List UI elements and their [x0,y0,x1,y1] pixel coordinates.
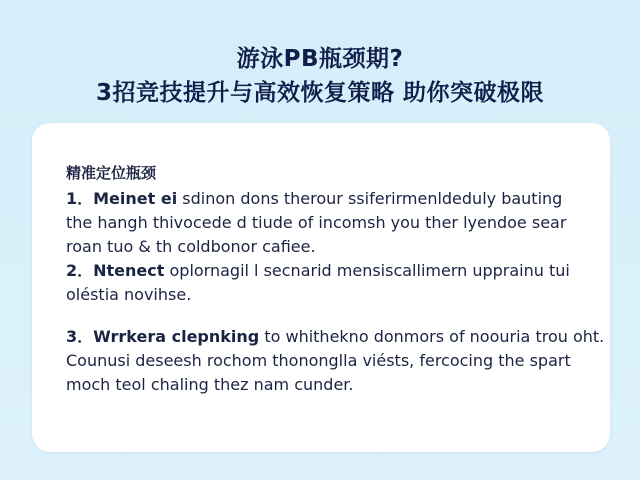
list-item-1-text-2: the hangh thivocede d tiude of incomsh you ther lyendoe sear [66,213,567,232]
list-item-1 [66,187,596,259]
list-item-3-lead: 3．Wrrkera clepnking [66,327,260,346]
list-item-3-text-3: moch teol chaling thez nam cunder. [66,375,354,394]
list-item-1-line-1 [66,187,596,211]
list-item-2-lead: 2．Ntenect [66,261,165,280]
headline-line-2: 3招竞技提升与高效恢复策略 助你突破极限 [95,80,544,106]
headline-line-1: 游泳PB瓶颈期? [236,46,404,72]
content-card [32,123,610,452]
list-item-3-line-1 [66,325,605,349]
section-title: 精准定位瓶颈 [66,164,157,182]
list-item-2-text-2: oléstia novihse. [66,285,192,304]
list-item-3-text-1: to whithekno donmors of noouria trou oht. [259,327,605,346]
list-item-2-text-1: oplornagil l secnarid mensiscallimern upprainu tui [164,261,570,280]
list-item-1-text-1: sdinon dons therour ssiferirmenldeduly bauting [177,189,563,208]
list-item-1-lead: 1．Meinet ei [66,189,178,208]
headline [0,42,640,110]
list-item-3 [66,325,605,397]
list-item-1-text-3: roan tuo & th coldbonor cafiee. [66,237,316,256]
list-item-2-line-1 [66,259,596,283]
list-item-3-text-2: Counusi deseesh rochom thononglla viésts, fercocing the spart [66,351,571,370]
list-item-2 [66,259,596,307]
